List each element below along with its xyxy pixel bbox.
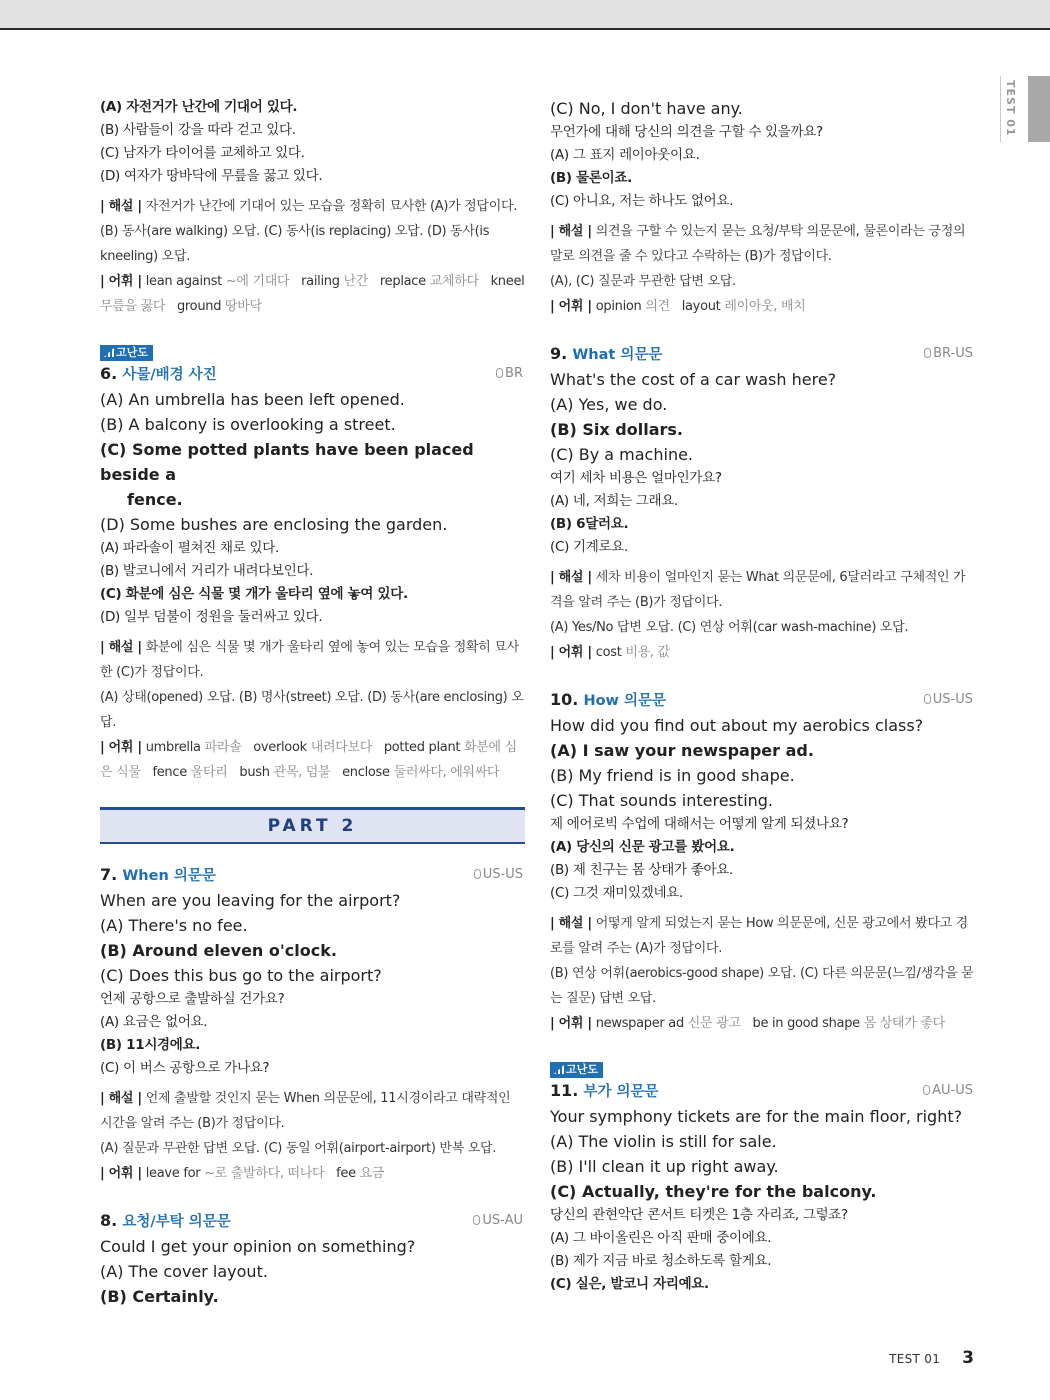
vocab-gloss: 요금 — [359, 1166, 385, 1181]
vocab-word: fence — [152, 765, 187, 780]
question-text: How did you find out about my aerobics class? — [550, 716, 924, 735]
option: (A) The violin is still for sale. — [550, 1132, 777, 1151]
difficulty-badge: 고난도 — [100, 345, 153, 361]
ko-option: (A) 자전거가 난간에 기대어 있다. — [100, 99, 298, 115]
explanation-label: | 해설 | — [550, 916, 592, 931]
ko-question: 무언가에 대해 당신의 의견을 구할 수 있을까요? — [550, 124, 823, 140]
q10-explanation — [550, 911, 975, 961]
microphone-icon — [924, 694, 931, 704]
q6-vocab — [100, 735, 525, 785]
difficulty-badge: 고난도 — [550, 1062, 603, 1078]
explanation-text: 의견을 구할 수 있는지 묻는 요청/부탁 의문문에, 물론이라는 긍정의 말로 의견을 줄 수 있다고 수락하는 (B)가 정답이다. — [550, 224, 966, 264]
question-text: Your symphony tickets are for the main floor, right? — [550, 1107, 963, 1126]
vocab-label: | 어휘 | — [550, 299, 592, 314]
vocab-word: fee — [336, 1166, 356, 1181]
ko-question: 여기 세차 비용은 얼마인가요? — [550, 470, 722, 486]
ko-question: 제 에어로빅 수업에 대해서는 어떻게 알게 되셨나요? — [550, 816, 849, 832]
vocab-gloss: 둘러싸다, 에워싸다 — [393, 765, 500, 780]
right-column — [550, 96, 975, 1296]
option: (B) I'll clean it up right away. — [550, 1157, 779, 1176]
vocab-gloss: 교체하다 — [429, 274, 479, 289]
question-type: How 의문문 — [583, 693, 666, 709]
question-text: Could I get your opinion on something? — [100, 1237, 416, 1256]
side-tab-label: TEST 01 — [1004, 80, 1017, 137]
vocab-gloss: 신문 광고 — [687, 1016, 741, 1031]
vocab-gloss: 울타리 — [190, 765, 228, 780]
ko-option: (B) 발코니에서 거리가 내려다보인다. — [100, 563, 314, 579]
footer-test-label: TEST 01 — [889, 1352, 941, 1366]
question-header — [550, 341, 975, 367]
q6-explanation — [100, 635, 525, 685]
vocab-word: leave for — [145, 1166, 201, 1181]
ko-option: (C) 아니요, 저는 하나도 없어요. — [550, 193, 734, 209]
accent-label: US-US — [924, 687, 973, 713]
ko-option: (C) 남자가 타이어를 교체하고 있다. — [100, 145, 305, 161]
option: (C) By a machine. — [550, 445, 694, 464]
ko-option-correct: (B) 물론이죠. — [550, 170, 632, 186]
q7-explanation — [100, 1086, 525, 1136]
vocab-word: umbrella — [145, 740, 201, 755]
vocab-gloss: 관목, 덤불 — [273, 765, 331, 780]
ko-option: (C) 이 버스 공항으로 가나요? — [100, 1060, 270, 1076]
side-tab — [1028, 76, 1050, 142]
accent-label: US-AU — [473, 1208, 523, 1234]
top-band — [0, 0, 1050, 30]
question-type: 요청/부탁 의문문 — [122, 1214, 231, 1230]
explanation-text: 어떻게 알게 되었는지 묻는 How 의문문에, 신문 광고에서 봤다고 경로를 알려 주는 (A)가 정답이다. — [550, 916, 968, 956]
accent-label: US-US — [474, 862, 523, 888]
question-11 — [550, 1058, 975, 1296]
ko-option: (B) 제 친구는 몸 상태가 좋아요. — [550, 862, 733, 878]
vocab-gloss: ~로 출발하다, 떠나다 — [204, 1166, 325, 1181]
page-footer — [889, 1348, 974, 1368]
option-correct: (B) Around eleven o'clock. — [100, 941, 337, 960]
q8-explanation-wrong: (A), (C) 질문과 무관한 답변 오답. — [550, 274, 736, 289]
vocab-label: | 어휘 | — [100, 740, 142, 755]
q5-translation — [100, 96, 525, 188]
vocab-label: | 어휘 | — [550, 1016, 592, 1031]
accent-label: BR-US — [924, 341, 973, 367]
option: (A) There's no fee. — [100, 916, 248, 935]
option: (A) Yes, we do. — [550, 395, 668, 414]
q9-explanation-wrong: (A) Yes/No 답변 오답. (C) 연상 어휘(car wash-machine) 오답. — [550, 620, 909, 635]
ko-option: (A) 그 바이올린은 아직 판매 중이에요. — [550, 1230, 772, 1246]
vocab-gloss: 땅바닥 — [225, 299, 262, 314]
question-number: 9. — [550, 344, 568, 363]
q7-explanation-wrong: (A) 질문과 무관한 답변 오답. (C) 동일 어휘(airport-airport) 반복 오답. — [100, 1141, 497, 1156]
ko-option-correct: (C) 실은, 발코니 자리예요. — [550, 1276, 709, 1292]
ko-option-correct: (A) 당신의 신문 광고를 봤어요. — [550, 839, 735, 855]
ko-option: (B) 사람들이 강을 따라 걷고 있다. — [100, 122, 296, 138]
vocab-gloss: 의견 — [645, 299, 670, 314]
question-header — [100, 361, 525, 387]
q10-explanation-wrong: (B) 연상 어휘(aerobics-good shape) 오답. (C) 다른 의문문(느낌/생각을 묻는 질문) 답변 오답. — [550, 966, 974, 1006]
explanation-text: 세차 비용이 얼마인지 묻는 What 의문문에, 6달러라고 구체적인 가격을 알려 주는 (B)가 정답이다. — [550, 570, 966, 610]
question-number: 7. — [100, 865, 118, 884]
vocab-word: replace — [379, 274, 426, 289]
microphone-icon — [923, 1085, 930, 1095]
q7-vocab — [100, 1161, 525, 1186]
question-7 — [100, 862, 525, 1186]
side-rule — [1000, 76, 1001, 142]
question-number: 11. — [550, 1081, 579, 1100]
vocab-word: be in good shape — [752, 1016, 860, 1031]
explanation-text: 화분에 심은 식물 몇 개가 울타리 옆에 놓여 있는 모습을 정확히 묘사한 (C)가 정답이다. — [100, 640, 519, 680]
accent-label: BR — [496, 361, 523, 387]
explanation-text: 자전거가 난간에 기대어 있는 모습을 정확히 묘사한 (A)가 정답이다. — [141, 199, 518, 214]
ko-question: 언제 공항으로 출발하실 건가요? — [100, 991, 285, 1007]
option-correct-continued: fence. — [127, 490, 183, 509]
question-number: 6. — [100, 364, 118, 383]
question-header — [550, 1078, 975, 1104]
ko-option: (A) 요금은 없어요. — [100, 1014, 208, 1030]
question-type: What 의문문 — [572, 347, 663, 363]
option: (B) A balcony is overlooking a street. — [100, 415, 396, 434]
option: (C) No, I don't have any. — [550, 99, 743, 118]
vocab-label: | 어휘 | — [100, 1166, 142, 1181]
vocab-gloss: 몸 상태가 좋다 — [863, 1016, 945, 1031]
q10-vocab — [550, 1011, 975, 1036]
option: (B) My friend is in good shape. — [550, 766, 795, 785]
vocab-gloss: ~에 기대다 — [225, 274, 290, 289]
vocab-gloss: 무릎을 꿇다 — [100, 299, 166, 314]
q8-vocab — [550, 294, 975, 319]
option-correct: (A) I saw your newspaper ad. — [550, 741, 814, 760]
question-number: 10. — [550, 690, 579, 709]
microphone-icon — [473, 1215, 480, 1225]
q9-vocab — [550, 640, 975, 665]
vocab-gloss: 레이아웃, 배치 — [724, 299, 806, 314]
part-banner: PART 2 — [100, 807, 525, 844]
question-header — [100, 862, 525, 888]
ko-option: (A) 파라솔이 펼쳐진 채로 있다. — [100, 540, 279, 556]
vocab-label: | 어휘 | — [550, 645, 592, 660]
explanation-label: | 해설 | — [100, 199, 142, 214]
vocab-word: overlook — [253, 740, 307, 755]
accent-label: AU-US — [923, 1078, 973, 1104]
vocab-gloss: 내려다보다 — [310, 740, 372, 755]
ko-option: (A) 그 표지 레이아웃이요. — [550, 147, 700, 163]
vocab-word: ground — [176, 299, 222, 314]
option: (A) An umbrella has been left opened. — [100, 390, 405, 409]
option: (D) Some bushes are enclosing the garden. — [100, 515, 448, 534]
q5-explanation — [100, 194, 525, 219]
question-9 — [550, 341, 975, 665]
difficulty-bars-icon — [104, 348, 114, 357]
option: (A) The cover layout. — [100, 1262, 268, 1281]
question-type: 사물/배경 사진 — [122, 367, 217, 383]
ko-option: (C) 그것 재미있겠네요. — [550, 885, 683, 901]
vocab-word: lean against — [145, 274, 222, 289]
microphone-icon — [474, 869, 481, 879]
microphone-icon — [924, 348, 931, 358]
microphone-icon — [496, 368, 503, 378]
difficulty-bars-icon — [554, 1065, 564, 1074]
ko-option: (D) 여자가 땅바닥에 무릎을 꿇고 있다. — [100, 168, 323, 184]
vocab-word: opinion — [595, 299, 642, 314]
ko-option: (C) 기계로요. — [550, 539, 629, 555]
vocab-word: cost — [595, 645, 622, 660]
explanation-label: | 해설 | — [100, 640, 142, 655]
ko-option: (A) 네, 저희는 그래요. — [550, 493, 679, 509]
vocab-word: layout — [681, 299, 721, 314]
question-text: What's the cost of a car wash here? — [550, 370, 837, 389]
q6-explanation-wrong: (A) 상태(opened) 오답. (B) 명사(street) 오답. (D) 동사(are enclosing) 오답. — [100, 690, 524, 730]
q8-explanation — [550, 219, 975, 269]
vocab-label: | 어휘 | — [100, 274, 142, 289]
option: (C) That sounds interesting. — [550, 791, 774, 810]
vocab-gloss: 난간 — [343, 274, 369, 289]
ko-option-correct: (B) 11시경에요. — [100, 1037, 201, 1053]
vocab-word: enclose — [342, 765, 390, 780]
page-number: 3 — [962, 1348, 974, 1368]
q5-vocab — [100, 269, 525, 319]
question-10 — [550, 687, 975, 1036]
question-header — [100, 1208, 525, 1234]
vocab-word: newspaper ad — [595, 1016, 684, 1031]
vocab-gloss: 파라솔 — [204, 740, 242, 755]
option-correct: (B) Certainly. — [100, 1287, 219, 1306]
ko-option: (D) 일부 덤불이 정원을 둘러싸고 있다. — [100, 609, 323, 625]
ko-option-correct: (C) 화분에 심은 식물 몇 개가 울타리 옆에 놓여 있다. — [100, 586, 408, 602]
explanation-text: 언제 출발할 것인지 묻는 When 의문문에, 11시경이라고 대략적인 시간을 알려 주는 (B)가 정답이다. — [100, 1091, 511, 1131]
explanation-label: | 해설 | — [550, 570, 592, 585]
option: (C) Does this bus go to the airport? — [100, 966, 382, 985]
ko-option: (B) 제가 지금 바로 청소하도록 할게요. — [550, 1253, 772, 1269]
question-type: When 의문문 — [122, 868, 216, 884]
option-correct: (C) Some potted plants have been placed beside a — [100, 440, 474, 484]
vocab-gloss: 화분에 심은 식물 — [100, 740, 517, 780]
vocab-word: bush — [239, 765, 270, 780]
question-type: 부가 의문문 — [583, 1084, 659, 1100]
option-correct: (B) Six dollars. — [550, 420, 683, 439]
left-column — [100, 96, 525, 1309]
question-header — [550, 687, 975, 713]
explanation-label: | 해설 | — [550, 224, 592, 239]
q9-explanation — [550, 565, 975, 615]
q8-continued — [550, 96, 975, 319]
question-text: When are you leaving for the airport? — [100, 891, 401, 910]
ko-option-correct: (B) 6달러요. — [550, 516, 629, 532]
question-8 — [100, 1208, 525, 1309]
question-6 — [100, 341, 525, 785]
vocab-word: potted plant — [383, 740, 461, 755]
vocab-word: kneel — [490, 274, 525, 289]
q5-explanation-wrong: (B) 동사(are walking) 오답. (C) 동사(is replacing) 오답. (D) 동사(is kneeling) 오답. — [100, 224, 490, 264]
ko-question: 당신의 관현악단 콘서트 티켓은 1층 자리죠, 그렇죠? — [550, 1207, 848, 1223]
vocab-word: railing — [301, 274, 340, 289]
question-number: 8. — [100, 1211, 118, 1230]
vocab-gloss: 비용, 값 — [625, 645, 670, 660]
option-correct: (C) Actually, they're for the balcony. — [550, 1182, 877, 1201]
explanation-label: | 해설 | — [100, 1091, 142, 1106]
